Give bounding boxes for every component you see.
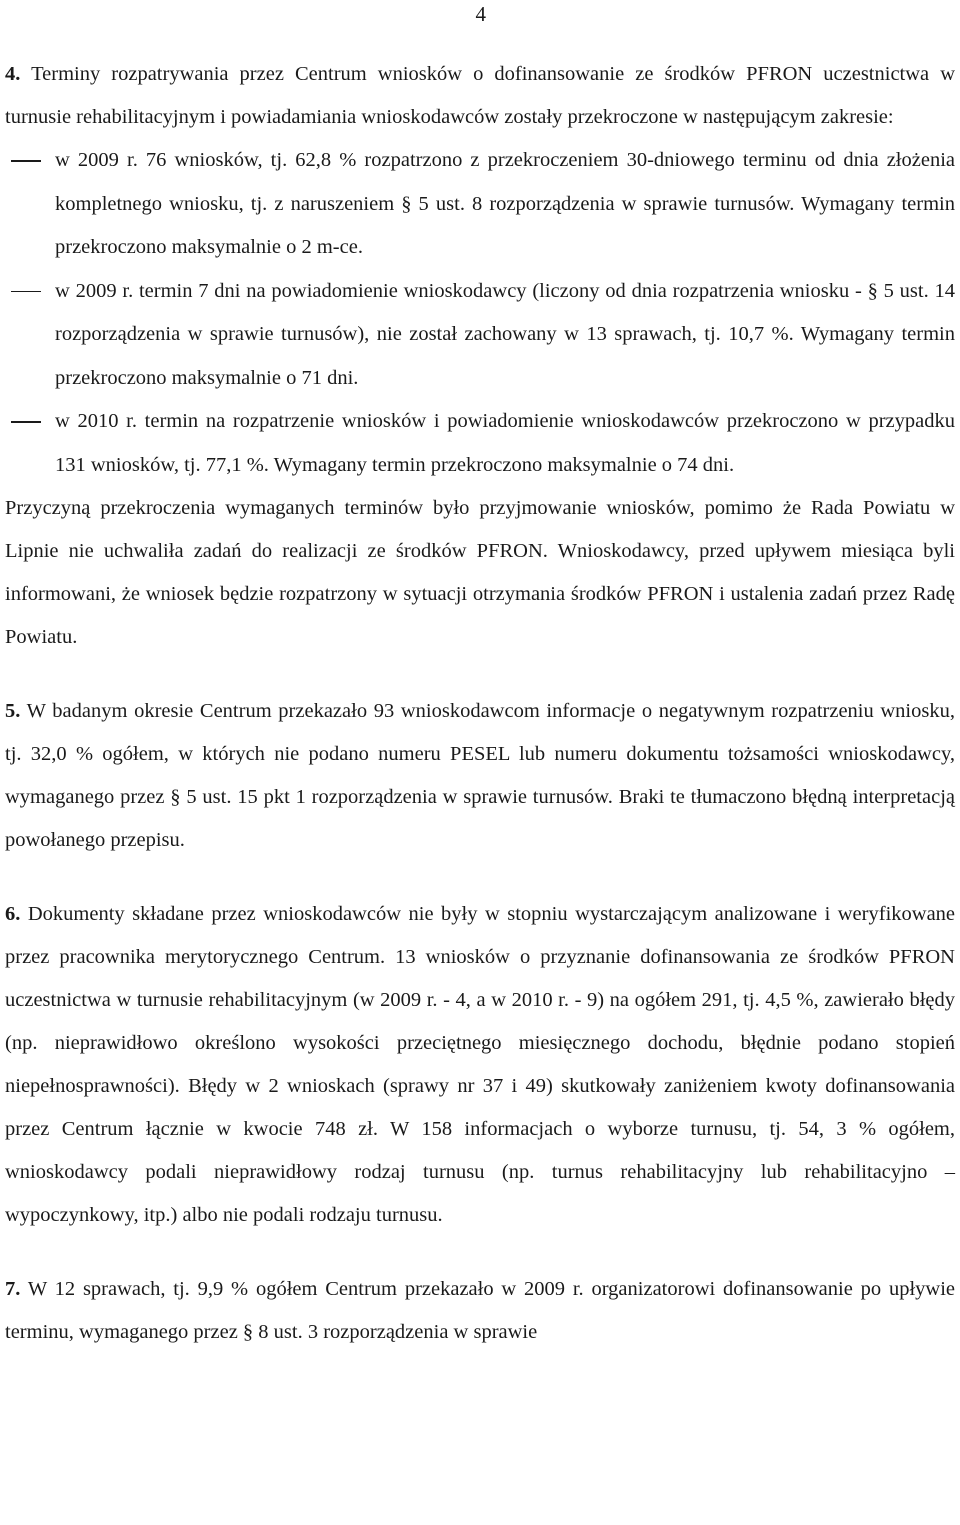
section-7-text: W 12 sprawach, tj. 9,9 % ogółem Centrum przekazało w 2009 r. organizatorowi dofinansowanie po upływie terminu, wymaganego przez § 8 ust. 3 rozporządzenia w sprawie	[5, 1278, 955, 1343]
section-7-number: 7.	[5, 1278, 21, 1300]
section-5	[5, 690, 955, 862]
section-7	[5, 1268, 955, 1354]
list-item	[5, 270, 955, 401]
section-4-number: 4.	[5, 63, 21, 85]
section-4-intro	[5, 53, 955, 139]
page-number: 4	[475, 2, 486, 26]
section-6	[5, 893, 955, 1237]
list-item-text: w 2009 r. termin 7 dni na powiadomienie wnioskodawcy (liczony od dnia rozpatrzenia wniosku - § 5 ust. 14 rozporządzenia w sprawie turnusów), nie został zachowany w 13 sprawach, tj. 10,7 %. Wymagany termin przekroczono maksymalnie o 71 dni.	[55, 279, 955, 389]
section-5-number: 5.	[5, 700, 21, 722]
section-gap	[5, 659, 955, 690]
section-4-intro-text: Terminy rozpatrywania przez Centrum wniosków o dofinansowanie ze środków PFRON uczestnictwa w turnusie rehabilitacyjnym i powiadamiania wnioskodawców zostały przekroczone w następującym zakresie:	[5, 63, 955, 128]
list-item-text: w 2010 r. termin na rozpatrzenie wniosków i powiadomienie wnioskodawców przekroczono w przypadku 131 wniosków, tj. 77,1 %. Wymagany termin przekroczono maksymalnie o 74 dni.	[55, 410, 955, 476]
dash-bullet-icon	[11, 160, 41, 162]
list-item	[5, 139, 955, 270]
section-gap	[5, 862, 955, 893]
list-item-text: w 2009 r. 76 wniosków, tj. 62,8 % rozpatrzono z przekroczeniem 30-dniowego terminu od dnia złożenia kompletnego wniosku, tj. z naruszeniem § 5 ust. 8 rozporządzenia w sprawie turnusów. Wymagany termin przekroczono maksymalnie o 2 m-ce.	[55, 149, 955, 258]
section-5-text: W badanym okresie Centrum przekazało 93 wnioskodawcom informacje o negatywnym rozpatrzeniu wniosku, tj. 32,0 % ogółem, w których nie podano numeru PESEL lub numeru dokumentu tożsamości wnioskodawcy, wymaganego przez § 5 ust. 15 pkt 1 rozporządzenia w sprawie turnusów. Braki te tłumaczono błędną interpretacją powołanego przepisu.	[5, 700, 955, 851]
list-item	[5, 400, 955, 487]
section-4-conclusion: Przyczyną przekroczenia wymaganych terminów było przyjmowanie wniosków, pomimo że Rada Powiatu w Lipnie nie uchwaliła zadań do realizacji ze środków PFRON. Wnioskodawcy, przed upływem miesiąca byli informowani, że wniosek będzie rozpatrzony w sytuacji otrzymania środków PFRON i ustalenia zadań przez Radę Powiatu.	[5, 497, 955, 648]
dash-bullet-icon	[11, 421, 41, 423]
section-6-number: 6.	[5, 903, 21, 925]
section-6-text: Dokumenty składane przez wnioskodawców nie były w stopniu wystarczającym analizowane i weryfikowane przez pracownika merytorycznego Centrum. 13 wniosków o przyznanie dofinansowania ze środków PFRON uczestnictwa w turnusie rehabilitacyjnym (w 2009 r. - 4, a w 2010 r. - 9) na ogółem 291, tj. 4,5 %, zawierało błędy (np. nieprawidłowo określono wysokości przeciętnego miesięcznego dochodu, błędnie podano stopień niepełnosprawności). Błędy w 2 wnioskach (sprawy nr 37 i 49) skutkowały zaniżeniem kwoty dofinansowania przez Centrum łącznie w kwocie 748 zł. W 158 informacjach o wyborze turnusu, tj. 54, 3 % ogółem, wnioskodawcy podali nieprawidłowy rodzaj turnusu (np. turnus rehabilitacyjny lub rehabilitacyjno – wypoczynkowy, itp.) albo nie podali rodzaju turnusu.	[5, 903, 956, 1226]
document-body	[5, 53, 955, 1354]
dash-bullet-icon	[11, 291, 41, 293]
section-4-list	[5, 139, 955, 487]
section-gap	[5, 1237, 955, 1268]
